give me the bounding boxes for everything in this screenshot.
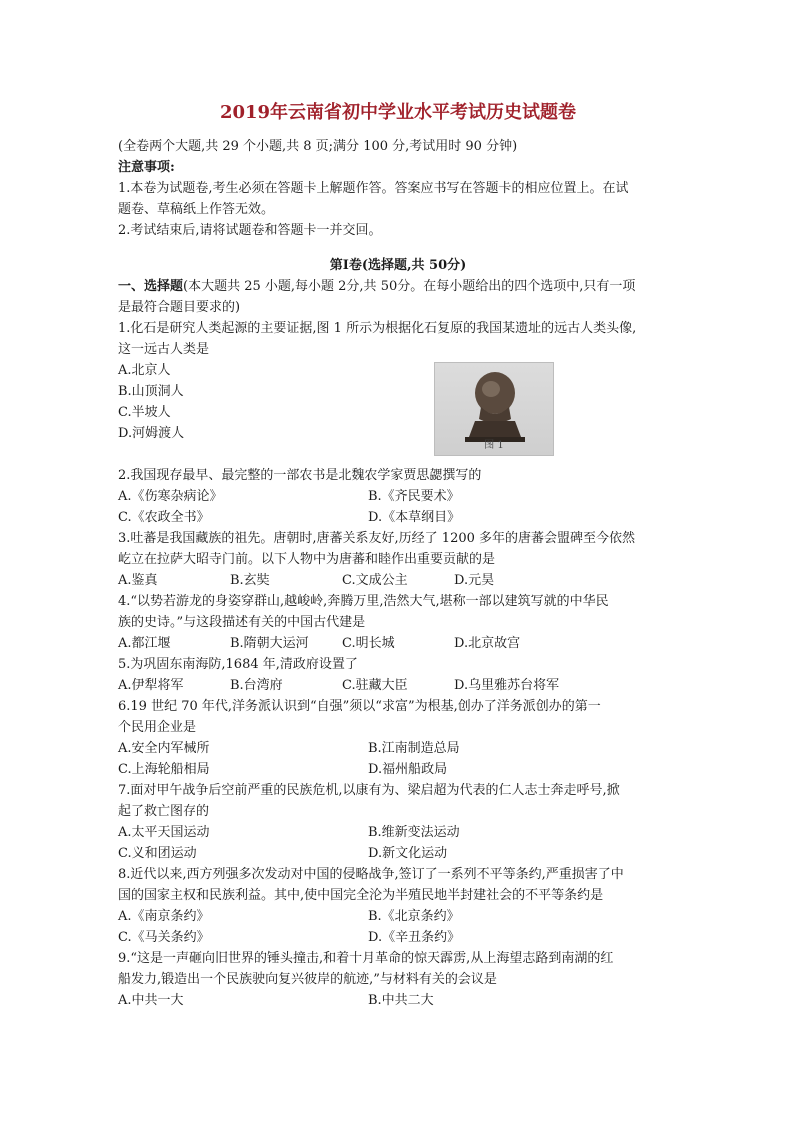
question-8-options	[118, 906, 678, 927]
question-3-text: 3.吐蕃是我国藏族的祖先。唐朝时,唐蕃关系友好,历经了 1200 多年的唐蕃会盟碑至今依然	[118, 531, 636, 546]
part-heading-line2: 是最符合题目要求的)	[118, 300, 241, 315]
question-6-text: 6.19 世纪 70 年代,洋务派认识到“自强”须以“求富”为根基,创办了洋务派创办的第一	[118, 699, 601, 714]
option-d: D.新文化运动	[368, 846, 448, 861]
option-a: A.鉴真	[118, 573, 158, 588]
question-9-options	[118, 990, 678, 1011]
question-2-options	[118, 486, 678, 507]
question-7-text: 7.面对甲午战争后空前严重的民族危机,以康有为、梁启超为代表的仁人志士奔走呼号,掀	[118, 783, 620, 798]
option-b: B.玄奘	[230, 573, 270, 588]
question-8-text: 8.近代以来,西方列强多次发动对中国的侵略战争,签订了一系列不平等条约,严重损害了中	[118, 867, 624, 882]
figure-caption: 图 1	[484, 440, 504, 451]
exam-title: 2019年云南省初中学业水平考试历史试题卷	[219, 102, 577, 123]
option-d: D.《本草纲目》	[368, 510, 461, 525]
option-d: D.《辛丑条约》	[368, 930, 461, 945]
option-b: B.山顶洞人	[118, 384, 184, 399]
option-d: D.福州船政局	[368, 762, 448, 777]
option-c: C.《马关条约》	[118, 930, 210, 945]
part-heading-bold: 一、选择题	[118, 279, 184, 294]
notice-heading: 注意事项:	[118, 160, 175, 175]
skull-bust-image	[435, 363, 553, 443]
option-d: D.河姆渡人	[118, 426, 185, 441]
question-1-text: 这一远古人类是	[118, 342, 210, 357]
question-4-text: 4.“以势若游龙的身姿穿群山,越峻岭,奔腾万里,浩然大气,堪称一部以建筑写就的中华民	[118, 594, 609, 609]
option-a: A.《南京条约》	[118, 909, 210, 924]
question-5-options	[118, 675, 678, 696]
section-title: 第Ⅰ卷(选择题,共 50分)	[329, 258, 467, 273]
option-a: A.太平天国运动	[118, 825, 210, 840]
question-6-text: 个民用企业是	[118, 720, 197, 735]
option-b: B.中共二大	[368, 993, 434, 1008]
option-d: D.元昊	[454, 573, 495, 588]
option-b: B.台湾府	[230, 678, 283, 693]
option-c: C.明长城	[342, 636, 395, 651]
option-b: B.《北京条约》	[368, 909, 460, 924]
option-a: A.《伤寒杂病论》	[118, 489, 223, 504]
option-c: C.义和团运动	[118, 846, 197, 861]
question-8-text: 国的国家主权和民族利益。其中,使中国完全沦为半殖民地半封建社会的不平等条约是	[118, 888, 604, 903]
option-b: B.隋朝大运河	[230, 636, 309, 651]
option-a: A.都江堰	[118, 636, 171, 651]
option-b: B.江南制造总局	[368, 741, 460, 756]
question-2-options	[118, 507, 678, 528]
question-5-text: 5.为巩固东南海防,1684 年,清政府设置了	[118, 657, 358, 672]
option-c: C.《农政全书》	[118, 510, 210, 525]
option-c: C.文成公主	[342, 573, 408, 588]
option-d: D.乌里雅苏台将军	[454, 678, 560, 693]
question-6-options	[118, 759, 678, 780]
option-c: C.驻藏大臣	[342, 678, 408, 693]
exam-page	[118, 100, 678, 1011]
question-1-options	[118, 360, 678, 451]
figure-1	[434, 362, 554, 456]
question-4-options	[118, 633, 678, 654]
question-7-options	[118, 822, 678, 843]
question-8-options	[118, 927, 678, 948]
question-3-text: 屹立在拉萨大昭寺门前。以下人物中为唐蕃和睦作出重要贡献的是	[118, 552, 496, 567]
notice-line: 2.考试结束后,请将试题卷和答题卡一并交回。	[118, 223, 382, 238]
exam-info: (全卷两个大题,共 29 个小题,共 8 页;满分 100 分,考试用时 90 分钟)	[118, 139, 518, 154]
question-4-text: 族的史诗。”与这段描述有关的中国古代建是	[118, 615, 366, 630]
question-7-options	[118, 843, 678, 864]
question-1-text: 1.化石是研究人类起源的主要证据,图 1 所示为根据化石复原的我国某遗址的远古人类头像,	[118, 321, 637, 336]
question-2-text: 2.我国现存最早、最完整的一部农书是北魏农学家贾思勰撰写的	[118, 468, 482, 483]
notice-line: 题卷、草稿纸上作答无效。	[118, 202, 275, 217]
notice-line: 1.本卷为试题卷,考生必须在答题卡上解题作答。答案应书写在答题卡的相应位置上。在试	[118, 181, 629, 196]
question-3-options	[118, 570, 678, 591]
option-a: A.北京人	[118, 363, 171, 378]
option-c: C.半坡人	[118, 405, 171, 420]
part-heading	[118, 276, 678, 297]
option-c: C.上海轮船相局	[118, 762, 210, 777]
option-a: A.中共一大	[118, 993, 184, 1008]
question-7-text: 起了救亡图存的	[118, 804, 210, 819]
question-6-options	[118, 738, 678, 759]
option-a: A.安全内军械所	[118, 741, 210, 756]
option-b: B.维新变法运动	[368, 825, 460, 840]
question-9-text: 9.“这是一声砸向旧世界的锤头撞击,和着十月革命的惊天霹雳,从上海望志路到南湖的红	[118, 951, 614, 966]
question-9-text: 船发力,锻造出一个民族驶向复兴彼岸的航迹,”与材料有关的会议是	[118, 972, 497, 987]
option-a: A.伊犁将军	[118, 678, 184, 693]
option-d: D.北京故宫	[454, 636, 521, 651]
option-b: B.《齐民要术》	[368, 489, 460, 504]
part-heading-rest: (本大题共 25 小题,每小题 2分,共 50分。在每小题给出的四个选项中,只有一项	[183, 279, 636, 294]
